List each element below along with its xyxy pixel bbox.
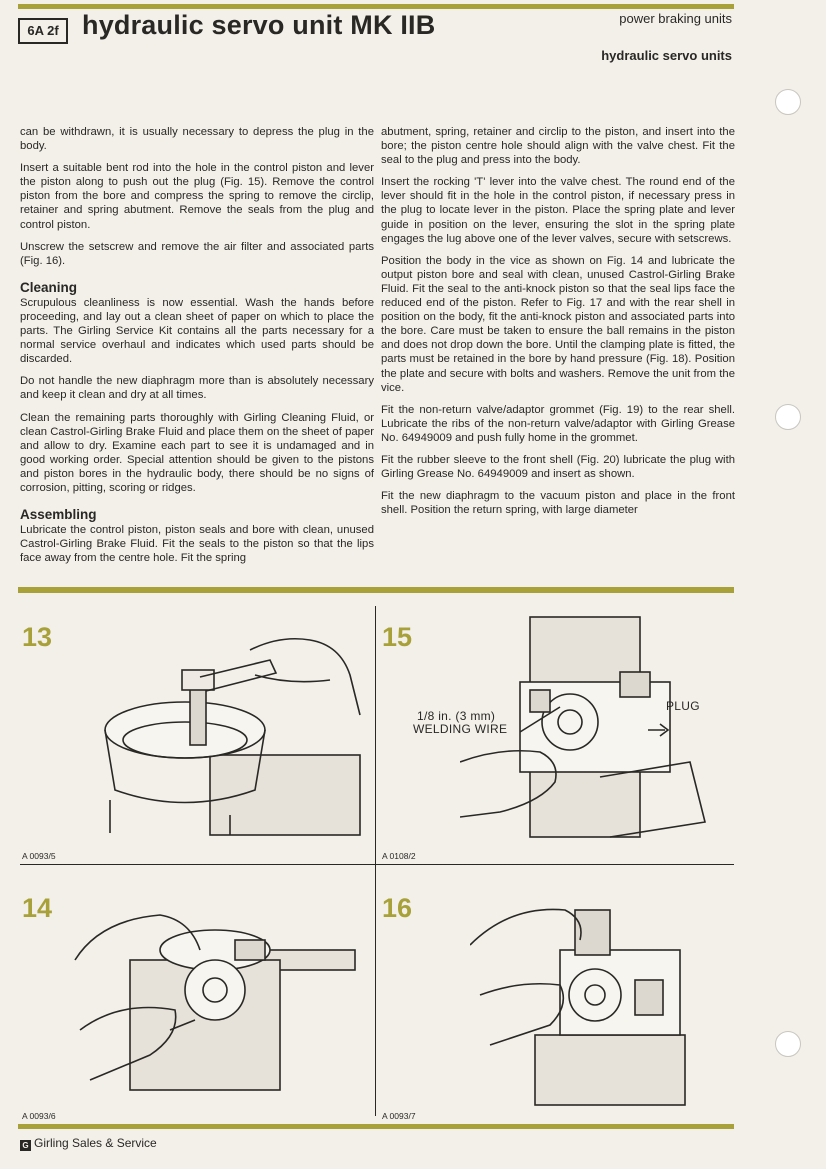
paragraph: Do not handle the new diaphragm more than is absolutely necessary and keep it clean and dry at all times. — [20, 375, 374, 402]
paragraph: Insert the rocking 'T' lever into the valve chest. The round end of the lever should fit in the hole in the control piston, if necessary press in the plug to locate lever in the piston. Place the spring plate and lever guide in position on the lever, ensuring the slot in the spring plate engages the lug above one of the lever valves, secure with setscrews. — [381, 176, 735, 245]
paragraph: Lubricate the control piston, piston seals and bore with clean, unused Castrol-Girling Brake Fluid. Fit the seals to the piston so that the lips face away from the centre hole. Fit the spring — [20, 524, 374, 565]
figure-vertical-divider — [375, 606, 376, 1116]
figures-top-bar — [18, 587, 734, 593]
punch-hole-top — [775, 89, 801, 115]
figure-14-ref: A 0093/6 — [22, 1111, 56, 1121]
figure-13-ref: A 0093/5 — [22, 851, 56, 861]
punch-hole-middle — [775, 404, 801, 430]
figure-16-illustration — [470, 885, 700, 1110]
paragraph: Fit the non-return valve/adaptor grommet (Fig. 19) to the rear shell. Lubricate the ribs of the non-return valve/adaptor with Girling Grease No. 64949009 and push fully home in the grommet. — [381, 403, 735, 444]
page-title: hydraulic servo unit MK IIB — [82, 10, 436, 40]
figure-15-wire-label-size: 1/8 in. (3 mm) — [417, 709, 496, 723]
figure-15-plug-label: PLUG — [666, 699, 700, 713]
punch-hole-bottom — [775, 1031, 801, 1057]
figure-13-number: 13 — [22, 622, 53, 652]
girling-logo-icon: G — [20, 1140, 31, 1151]
figure-15-wire-label: WELDING WIRE — [413, 722, 508, 736]
right-text-column — [381, 125, 735, 525]
figure-15-ref: A 0108/2 — [382, 851, 416, 861]
figure-14-number: 14 — [22, 893, 53, 923]
figure-13-illustration — [90, 615, 370, 840]
heading-cleaning: Cleaning — [20, 279, 78, 295]
figure-14-illustration — [70, 880, 360, 1105]
paragraph: abutment, spring, retainer and circlip to the piston, and insert into the bore; the piston centre hole should align with the valve chest. Fit the seal to the plug and press into the body. — [381, 126, 735, 167]
paragraph: Fit the rubber sleeve to the front shell (Fig. 20) lubricate the plug with Girling Grease No. 64949009 and insert as shown. — [381, 453, 735, 481]
figure-15-number: 15 — [382, 622, 413, 652]
top-accent-bar — [18, 4, 734, 9]
paragraph: Scrupulous cleanliness is now essential. Wash the hands before proceeding, and lay out a clean sheet of paper on which to place the parts. The Girling Service Kit contains all the parts necessary for a normal service overhaul and indicates which used parts should be discarded. — [20, 296, 374, 366]
footer — [20, 1136, 157, 1151]
paragraph: Fit the new diaphragm to the vacuum piston and place in the front shell. Position the return spring, with large diameter — [381, 490, 735, 517]
paragraph: Position the body in the vice as shown on Fig. 14 and lubricate the output piston bore and seal with clean, unused Castrol-Girling Brake Fluid. Fit the seal to the anti-knock piston so that the seal lips face the reduced end of the piston. Refer to Fig. 17 and with the rear shell in position on the body, fit the anti-knock piston and associated parts into the bore. Care must be taken to ensure the ball remains in the piston and does not drop down the bore. Until the clamping plate is fitted, the parts must be retained in the bore by hand pressure (Fig. 18). Position the plate and secure with bolts and washers. Remove the unit from the vice. — [381, 254, 735, 394]
footer-bar — [18, 1124, 734, 1129]
running-head: power braking units — [619, 11, 732, 26]
heading-assembling: Assembling — [20, 507, 97, 523]
figure-16-ref: A 0093/7 — [382, 1111, 416, 1121]
section-code: 6A 2f — [18, 18, 68, 44]
figure-horizontal-divider — [20, 864, 734, 865]
footer-text: Girling Sales & Service — [34, 1136, 157, 1150]
figure-16-number: 16 — [382, 893, 413, 923]
paragraph: can be withdrawn, it is usually necessary to depress the plug in the body. — [20, 126, 374, 153]
section-subheading: hydraulic servo units — [601, 48, 732, 63]
left-text-column — [20, 125, 374, 573]
paragraph: Unscrew the setscrew and remove the air filter and associated parts (Fig. 16). — [20, 240, 374, 267]
paragraph: Insert a suitable bent rod into the hole in the control piston and lever the piston along to push out the plug (Fig. 15). Remove the control piston from the bore and compress the spring to remove the circlip, retainer and spring abutment. Remove the seals from the plug and control piston. — [20, 162, 374, 231]
paragraph: Clean the remaining parts thoroughly with Girling Cleaning Fluid, or clean Castrol-Girling Brake Fluid and place them on the sheet of paper and allow to dry. Examine each part to see it is undamaged and in good working order. Special attention should be given to the pistons and piston bores in the hydraulic body, there should be no signs of corrosion, pitting, scoring or ridges. — [20, 411, 374, 494]
